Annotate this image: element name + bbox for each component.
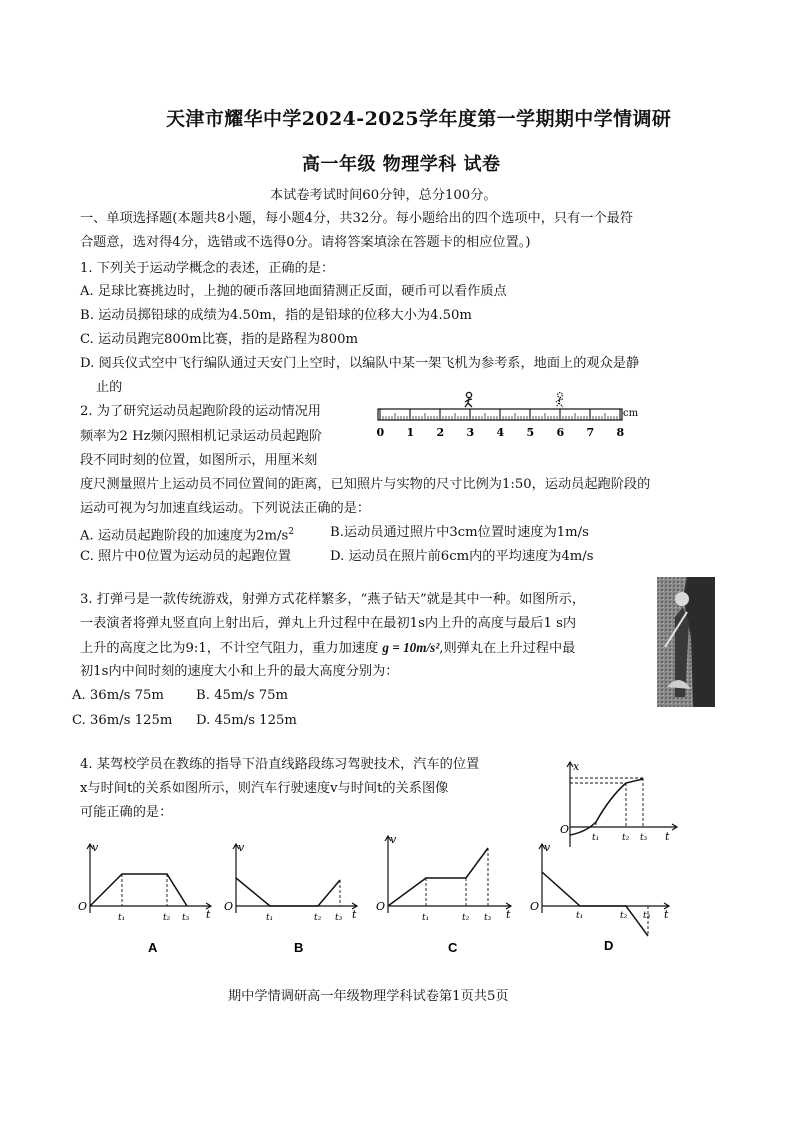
xt-t2-label: t₂	[622, 833, 630, 843]
vt-graph-c	[376, 830, 526, 956]
vt-a-v-label: v	[92, 841, 99, 854]
vt-graph-d	[530, 838, 682, 956]
xt-origin-label: O	[560, 823, 570, 836]
q3-option-a: A. 36m/s 75m	[72, 688, 164, 703]
ruler-label: 0	[376, 426, 385, 439]
q3-option-c: C. 36m/s 125m	[72, 713, 173, 728]
ruler-label: 7	[586, 426, 595, 439]
ruler-figure	[370, 385, 645, 443]
q3-stem-line3	[80, 636, 575, 660]
vt-b-origin: O	[224, 900, 234, 913]
vt-a-t3: t₃	[182, 913, 190, 923]
ruler-ticks	[380, 409, 620, 420]
ruler-label: 3	[466, 426, 475, 439]
xt-x-label: x	[573, 760, 580, 773]
slingshot-photo	[657, 577, 715, 707]
vt-a-t2: t₂	[163, 913, 171, 923]
section-intro-line2: 合题意，选对得4分，选错或不选得0分。请将答案填涂在答题卡的相应位置。)	[80, 235, 531, 250]
exam-info: 本试卷考试时间60分钟，总分100分。	[270, 188, 497, 203]
vt-graph-b	[222, 838, 372, 956]
section-intro-line1: 一、单项选择题(本题共8小题，每小题4分，共32分。每小题给出的四个选项中，只有一个最符	[80, 211, 634, 226]
vt-c-v-label: v	[390, 833, 397, 846]
vt-b-t2: t₂	[314, 913, 322, 923]
caption-a: A	[148, 940, 158, 955]
vt-d-t-label: t	[664, 908, 669, 921]
vt-c-origin: O	[376, 900, 386, 913]
q1-option-c: C. 运动员跑完800m比赛，指的是路程为800m	[80, 332, 358, 347]
xt-graph	[558, 757, 688, 849]
runner-icon-1	[465, 392, 472, 407]
vt-c-t-label: t	[506, 908, 511, 921]
caption-b: B	[294, 940, 304, 955]
q1-stem: 1. 下列关于运动学概念的表述，正确的是：	[80, 261, 335, 276]
caption-c: C	[448, 940, 458, 955]
q3-stem-line3-end: ,则弹丸在上升过程中最	[439, 641, 576, 656]
ruler-labels	[377, 426, 625, 439]
ruler-label: 8	[616, 426, 625, 439]
vt-b-t-label: t	[352, 908, 357, 921]
q2-stem-line5: 运动可视为匀加速直线运动。下列说法正确的是：	[80, 501, 371, 516]
vt-a-t1: t₁	[118, 913, 126, 923]
vt-b-t1: t₁	[266, 913, 274, 923]
vt-d-v-label: v	[544, 841, 551, 854]
q2-stem-line4: 度尺测量照片上运动员不同位置间的距离，已知照片与实物的尺寸比例为1:50，运动员起跑阶段的	[80, 477, 651, 492]
vt-d-t3: t₃	[643, 911, 651, 921]
vt-c-t1: t₁	[422, 913, 430, 923]
vt-d-t2: t₂	[620, 911, 628, 921]
q3-option-b: B. 45m/s 75m	[196, 688, 289, 703]
q2-stem-line2: 频率为2 Hz频闪照相机记录运动员起跑阶	[80, 429, 323, 444]
caption-d: D	[604, 938, 614, 953]
q3-stem-line3-text: 上升的高度之比为9:1，不计空气阻力，重力加速度	[80, 641, 379, 656]
ruler-label: 6	[556, 426, 565, 439]
q1-option-d-line1: D. 阅兵仪式空中飞行编队通过天安门上空时，以编队中某一架飞机为参考系，地面上的观众是静	[80, 356, 640, 371]
q2-option-a: A. 运动员起跑阶段的加速度为$2m/s^2$	[80, 527, 294, 544]
q3-stem-line4: 初1s内中间时刻的速度大小和上升的最大高度分别为：	[80, 664, 399, 679]
ruler-unit: cm	[623, 408, 639, 419]
vt-d-origin: O	[530, 900, 540, 913]
q4-stem-line3: 可能正确的是：	[80, 805, 173, 820]
xt-t-label: t	[665, 830, 670, 843]
vt-d-t1: t₁	[576, 911, 584, 921]
q1-option-a: A. 足球比赛挑边时，上抛的硬币落回地面猜测正反面，硬币可以看作质点	[80, 284, 507, 299]
vt-b-t3: t₃	[335, 913, 343, 923]
q1-option-d-line2: 止的	[96, 380, 123, 395]
q2-option-a-text: A. 运动员起跑阶段的加速度为2m/s	[80, 528, 289, 544]
xt-t1-label: t₁	[592, 833, 600, 843]
q3-stem-line2: 一表演者将弹丸竖直向上射出后，弹丸上升过程中在最初1s内上升的高度与最后1 s内	[80, 616, 577, 631]
q2-option-d: D. 运动员在照片前6cm内的平均速度为4m/s	[330, 549, 594, 564]
page-subtitle: 高一年级 物理学科 试卷	[302, 154, 501, 175]
vt-b-v-label: v	[238, 841, 245, 854]
runner-icon-2	[556, 393, 563, 407]
vt-a-origin: O	[78, 900, 88, 913]
vt-a-t-label: t	[206, 908, 211, 921]
vt-graph-a	[72, 838, 222, 956]
q4-stem-line2: x与时间t的关系如图所示，则汽车行驶速度v与时间t的关系图像	[80, 781, 449, 796]
q2-stem-line1: 2. 为了研究运动员起跑阶段的运动情况用	[80, 404, 321, 419]
vt-c-t3: t₃	[484, 913, 492, 923]
xt-t3-label: t₃	[640, 833, 648, 843]
ruler-label: 5	[526, 426, 535, 439]
page-title: 天津市耀华中学2024-2025学年度第一学期期中学情调研	[166, 108, 672, 130]
q3-option-d: D. 45m/s 125m	[196, 713, 297, 728]
ruler-label: 2	[436, 426, 445, 439]
vt-c-t2: t₂	[462, 913, 470, 923]
q2-stem-line3: 段不同时刻的位置，如图所示，用厘米刻	[80, 453, 318, 468]
gravity-formula: g = 10m/s²	[382, 640, 440, 655]
q2-option-b: B.运动员通过照片中3cm位置时速度为1m/s	[330, 525, 589, 540]
ruler-label: 4	[496, 426, 505, 439]
q4-stem-line1: 4. 某驾校学员在教练的指导下沿直线路段练习驾驶技术，汽车的位置	[80, 757, 480, 772]
page-footer: 期中学情调研高一年级物理学科试卷第1页共5页	[228, 989, 509, 1004]
ruler-label: 1	[406, 426, 415, 439]
q1-option-b: B. 运动员掷铅球的成绩为4.50m，指的是铅球的位移大小为4.50m	[80, 308, 472, 323]
q2-option-c: C. 照片中0位置为运动员的起跑位置	[80, 549, 292, 564]
q3-stem-line1: 3. 打弹弓是一款传统游戏，射弹方式花样繁多，“燕子钻天”就是其中一种。如图所示，	[80, 592, 586, 607]
